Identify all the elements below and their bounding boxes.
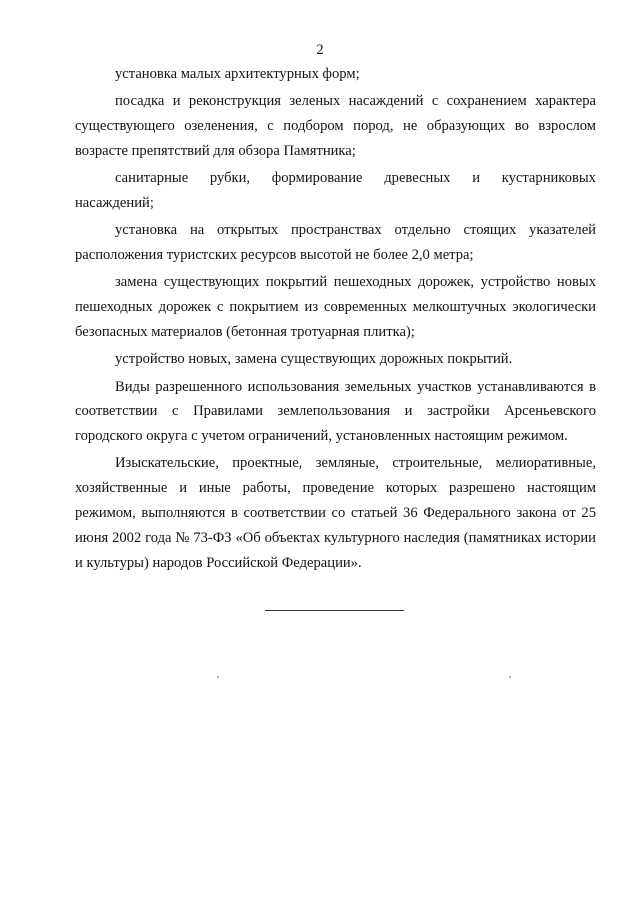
scan-speck <box>217 676 219 678</box>
sanitary-word: формирование <box>271 170 363 187</box>
paragraph-works-regulation: Изыскательские, проектные, земляные, строительные, мелиоративные, хозяйственные и иные работы, проведение которых разрешено настоящим режимом, выполняются в соответствии со статьей 36 Федерального закона от 25 июня 2002 года № 73-ФЗ «Об объектах культурного наследия (памятниках истории и культуры) народов Российской Федерации». <box>75 455 596 571</box>
paragraph-pedestrian-paths: замена существующих покрытий пешеходных дорожек, устройство новых пешеходных дорожек с покрытием из современных мелкоштучных экологически безопасных материалов (бетонная тротуарная плитка); <box>75 274 596 340</box>
sanitary-word: санитарные <box>115 170 189 187</box>
sanitary-word: и <box>472 170 480 187</box>
sanitary-word: рубки, <box>209 170 251 187</box>
sanitary-word: древесных <box>384 170 451 187</box>
paragraph-green-planting: посадка и реконструкция зеленых насаждений с сохранением характера существующего озеленения, с подбором пород, не образующих во взрослом возрасте препятствий для обзора Памятника; <box>75 93 596 159</box>
paragraph-small-architectural-forms: установка малых архитектурных форм; <box>115 66 360 82</box>
document-body <box>75 62 596 578</box>
scan-speck <box>509 676 511 678</box>
end-of-document-rule <box>265 610 404 611</box>
paragraph-road-surfaces: устройство новых, замена существующих дорожных покрытий. <box>115 351 513 368</box>
paragraph-tourist-signs: установка на открытых пространствах отдельно стоящих указателей расположения туристских ресурсов высотой не более 2,0 метра; <box>75 222 596 264</box>
sanitary-cutting-line <box>75 166 596 191</box>
page-number: 2 <box>316 42 324 58</box>
sanitary-word: кустарниковых <box>501 170 596 187</box>
paragraph-sanitary-cutting <box>75 166 596 216</box>
paragraph-land-use: Виды разрешенного использования земельных участков устанавливаются в соответствии с Правилами землепользования и застройки Арсеньевского городского округа с учетом ограничений, установленных настоящим режимом. <box>75 378 596 445</box>
sanitary-cutting-continuation: насаждений; <box>75 194 154 211</box>
